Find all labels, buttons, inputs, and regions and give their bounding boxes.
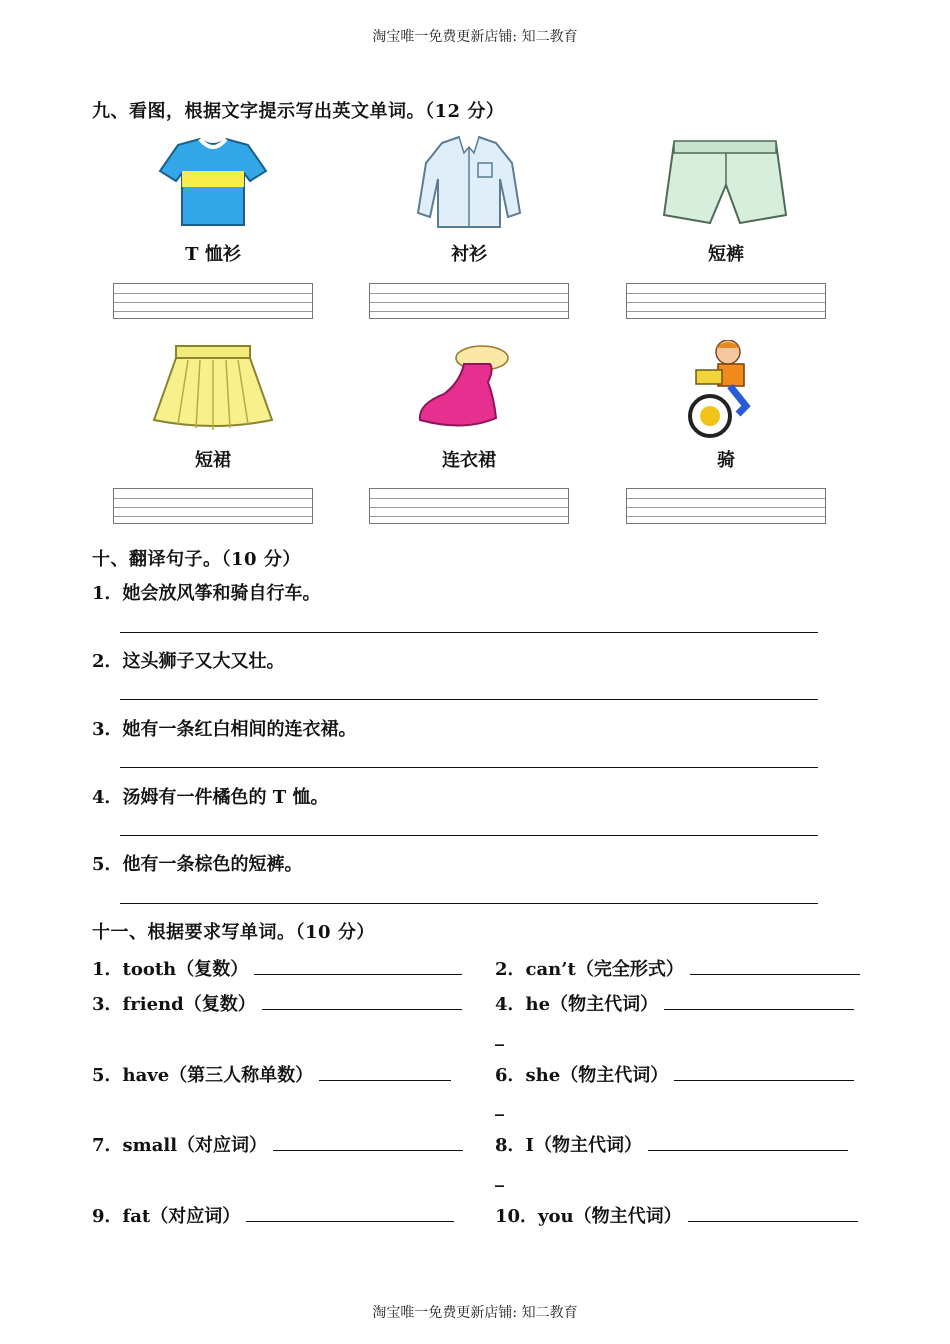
sentence-3: 3．她有一条红白相间的连衣裙。 — [92, 719, 357, 740]
writing-lines[interactable] — [626, 488, 826, 524]
answer-blank[interactable] — [319, 1062, 451, 1081]
shorts-icon — [660, 133, 790, 233]
bike-rider-icon — [660, 340, 790, 440]
caption-dress: 连衣裙 — [442, 450, 496, 471]
dress-icon — [404, 340, 534, 440]
answer-blank[interactable] — [664, 991, 854, 1010]
sentence-5: 5．他有一条棕色的短裤。 — [92, 854, 303, 875]
page-footer: 淘宝唯一免费更新店铺: 知二教育 — [372, 1305, 578, 1321]
sentence-2: 2．这头狮子又大又壮。 — [92, 651, 285, 672]
sentence-4: 4．汤姆有一件橘色的 T 恤。 — [92, 787, 329, 808]
writing-lines[interactable] — [113, 283, 313, 319]
word-item-4: 4．he（物主代词） — [495, 990, 854, 1016]
word-item-2: 2．can’t（完全形式） — [495, 955, 860, 981]
writing-lines[interactable] — [369, 283, 569, 319]
word-item-8: 8．I（物主代词） — [495, 1131, 848, 1157]
writing-lines[interactable] — [626, 283, 826, 319]
answer-blank[interactable] — [254, 956, 462, 975]
page-header: 淘宝唯一免费更新店铺: 知二教育 — [372, 29, 578, 45]
answer-line-2[interactable] — [120, 699, 818, 700]
caption-ride: 骑 — [717, 450, 735, 471]
writing-lines[interactable] — [113, 488, 313, 524]
writing-lines[interactable] — [369, 488, 569, 524]
word-item-9: 9．fat（对应词） — [92, 1202, 454, 1228]
word-item-1: 1．tooth（复数） — [92, 955, 462, 981]
answer-blank[interactable] — [690, 956, 860, 975]
section-10-title: 十、翻译句子。（10 分） — [92, 549, 301, 570]
answer-blank[interactable] — [246, 1203, 454, 1222]
tshirt-icon — [148, 133, 278, 233]
wrap-dash: _ — [495, 1167, 504, 1188]
section-11-title: 十一、根据要求写单词。（10 分） — [92, 922, 375, 943]
word-item-5: 5．have（第三人称单数） — [92, 1061, 451, 1087]
answer-blank[interactable] — [648, 1132, 848, 1151]
answer-blank[interactable] — [688, 1203, 858, 1222]
word-item-3: 3．friend（复数） — [92, 990, 462, 1016]
answer-blank[interactable] — [674, 1062, 854, 1081]
shirt-icon — [404, 133, 534, 233]
wrap-dash: _ — [495, 1096, 504, 1117]
answer-line-4[interactable] — [120, 835, 818, 836]
word-item-6: 6．she（物主代词） — [495, 1061, 854, 1087]
caption-tshirt: T 恤衫 — [185, 244, 241, 265]
sentence-1: 1．她会放风筝和骑自行车。 — [92, 583, 321, 604]
word-item-10: 10．you（物主代词） — [495, 1202, 858, 1228]
answer-blank[interactable] — [273, 1132, 463, 1151]
caption-shirt: 衬衫 — [451, 244, 487, 265]
wrap-dash: _ — [495, 1026, 504, 1047]
skirt-icon — [148, 340, 278, 440]
answer-line-5[interactable] — [120, 903, 818, 904]
answer-blank[interactable] — [262, 991, 462, 1010]
caption-shorts: 短裤 — [708, 244, 744, 265]
caption-skirt: 短裙 — [195, 450, 231, 471]
section-9-title: 九、看图，根据文字提示写出英文单词。（12 分） — [92, 101, 505, 122]
word-item-7: 7．small（对应词） — [92, 1131, 463, 1157]
answer-line-3[interactable] — [120, 767, 818, 768]
answer-line-1[interactable] — [120, 632, 818, 633]
